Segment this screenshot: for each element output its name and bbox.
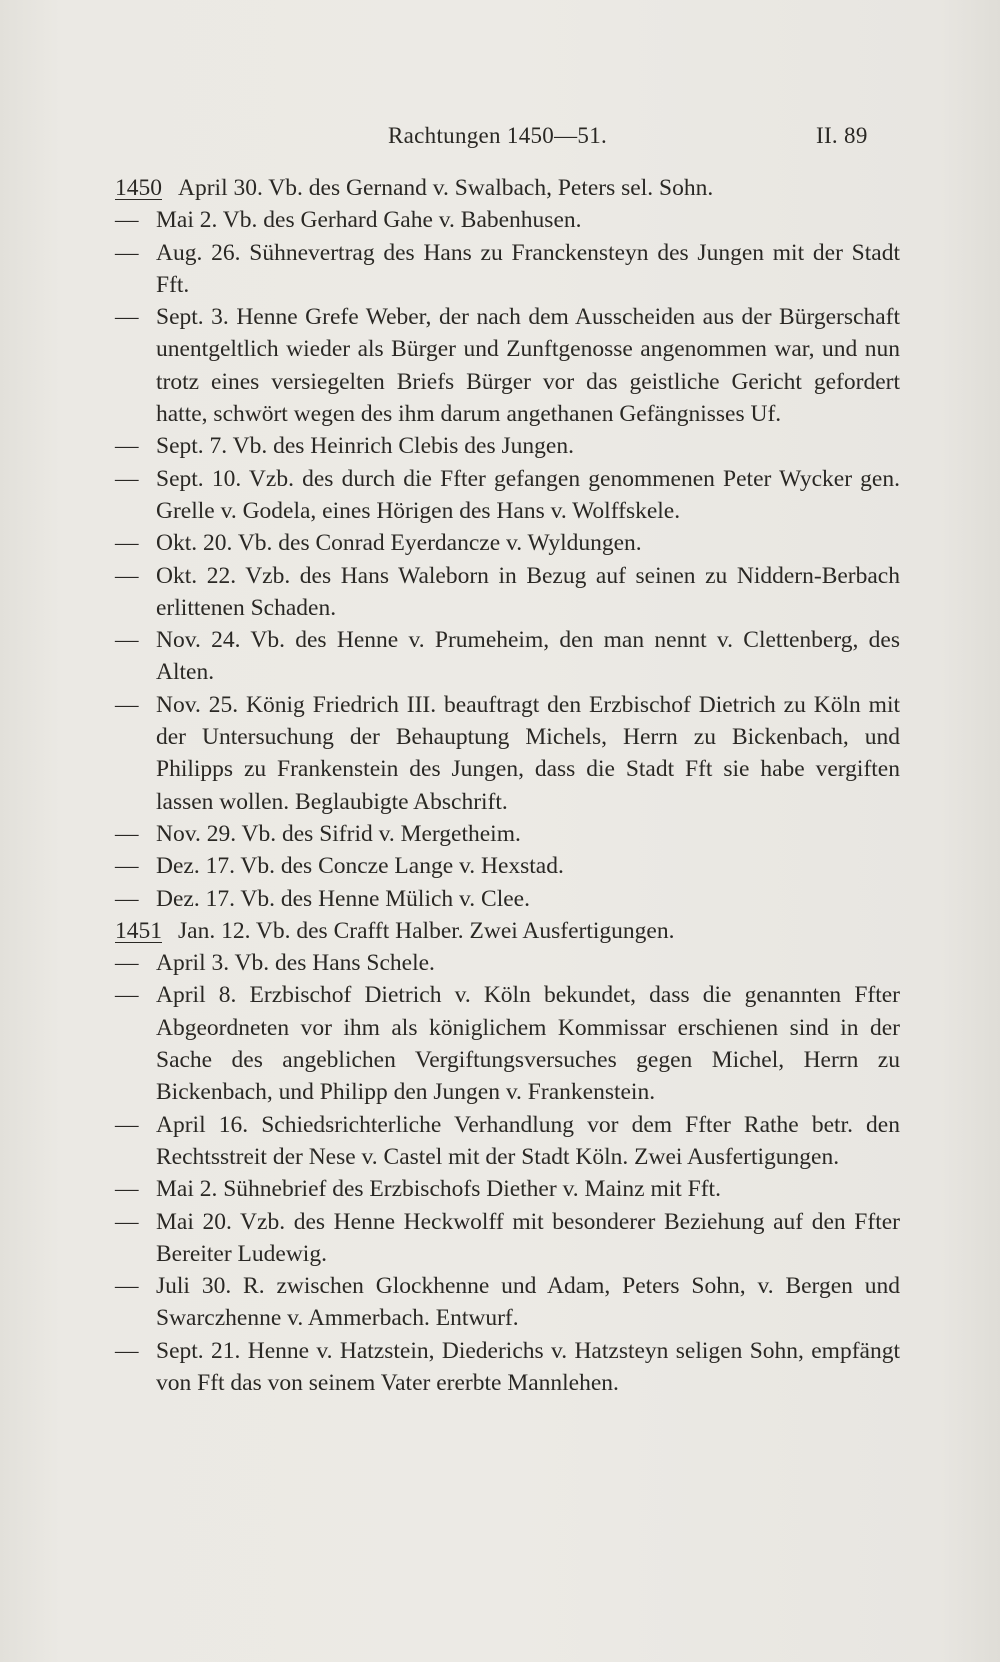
running-header [0, 123, 1000, 153]
entry-text: Mai 2. Vb. des Gerhard Gahe v. Babenhusen. [156, 207, 582, 234]
entry-text: Sept. 21. Henne v. Hatzstein, Diederichs v. Hatzsteyn seligen Sohn, empfängt von Fft das von seinem Vater ererbte Mannlehen. [156, 1337, 900, 1396]
entry-text: Jan. 12. Vb. des Crafft Halber. Zwei Ausfertigungen. [178, 917, 675, 944]
entry-item [115, 172, 900, 204]
entry-dash: — [115, 433, 139, 460]
entry-text: Nov. 29. Vb. des Sifrid v. Mergetheim. [156, 820, 521, 847]
entry-year: 1451 [115, 917, 162, 944]
entry-item [115, 624, 900, 689]
entry-item [115, 1173, 900, 1205]
entry-item [115, 850, 900, 882]
entry-item [115, 237, 900, 302]
entry-text: Nov. 25. König Friedrich III. beauftragt den Erzbischof Dietrich zu Köln mit der Untersuchung der Behauptung Michels, Herrn zu Bickenbach, und Philipps zu Frankenstein des Jungen, dass die Stadt Fft sie habe vergiften lassen wollen. Beglaubigte Abschrift. [156, 691, 900, 815]
entry-text: Juli 30. R. zwischen Glockhenne und Adam, Peters Sohn, v. Bergen und Swarczhenne v. Ammerbach. Entwurf. [156, 1273, 900, 1332]
entry-item [115, 883, 900, 915]
entry-item [115, 1109, 900, 1174]
entry-text: Dez. 17. Vb. des Henne Mülich v. Clee. [156, 885, 530, 912]
entry-text: Sept. 3. Henne Grefe Weber, der nach dem Ausscheiden aus der Bürgerschaft unentgeltlich wieder als Bürger und Zunftgenosse angenommen war, und nun trotz eines versiegelten Briefs Bürger vor das geistliche Gericht gefordert hatte, schwört wegen des ihm darum angethanen Gefängnisses Uf. [156, 304, 900, 428]
entry-list [115, 172, 900, 1399]
entry-item [115, 818, 900, 850]
entry-text: Sept. 10. Vzb. des durch die Ffter gefangen genommenen Peter Wycker gen. Grelle v. Godela, eines Hörigen des Hans v. Wolffskele. [156, 465, 900, 524]
entry-text: Sept. 7. Vb. des Heinrich Clebis des Jungen. [156, 433, 574, 460]
page-number: II. 89 [816, 123, 868, 148]
entry-text: April 16. Schiedsrichterliche Verhandlung vor dem Ffter Rathe betr. den Rechtsstreit der Nese v. Castel mit der Stadt Köln. Zwei Ausfertigungen. [156, 1111, 900, 1170]
entry-item [115, 430, 900, 462]
entry-item [115, 301, 900, 430]
entry-text: Nov. 24. Vb. des Henne v. Prumeheim, den man nennt v. Clettenberg, des Alten. [156, 627, 900, 686]
entry-item [115, 527, 900, 559]
entry-dash: — [115, 820, 139, 847]
entry-item [115, 947, 900, 979]
entry-dash: — [115, 982, 139, 1009]
entry-text: April 3. Vb. des Hans Schele. [156, 950, 435, 977]
entry-text: April 8. Erzbischof Dietrich v. Köln bekundet, dass die genannten Ffter Abgeordneten vor ihm als königlichem Kommissar erschienen sind in der Sache des angeblichen Vergiftungsversuches gegen Michel, Herrn zu Bickenbach, und Philipp den Jungen v. Frankenstein. [156, 982, 900, 1106]
entry-dash: — [115, 207, 139, 234]
entry-item [115, 1335, 900, 1400]
entry-dash: — [115, 1273, 139, 1300]
entry-item [115, 204, 900, 236]
entry-dash: — [115, 562, 139, 589]
entry-dash: — [115, 1208, 139, 1235]
entry-text: Okt. 22. Vzb. des Hans Waleborn in Bezug auf seinen zu Niddern-Berbach erlittenen Schaden. [156, 562, 900, 621]
entry-item [115, 560, 900, 625]
entry-dash: — [115, 530, 139, 557]
entry-dash: — [115, 885, 139, 912]
entry-dash: — [115, 465, 139, 492]
entry-item [115, 979, 900, 1108]
entry-item [115, 1270, 900, 1335]
entry-item [115, 463, 900, 528]
entry-text: Mai 20. Vzb. des Henne Heckwolff mit besonderer Beziehung auf den Ffter Bereiter Ludewig. [156, 1208, 900, 1267]
entry-dash: — [115, 853, 139, 880]
entry-dash: — [115, 691, 139, 718]
entry-year: 1450 [115, 175, 162, 201]
entry-dash: — [115, 627, 139, 654]
entry-text: Aug. 26. Sühnevertrag des Hans zu Franckensteyn des Jungen mit der Stadt Fft. [156, 239, 900, 298]
entry-text: April 30. Vb. des Gernand v. Swalbach, Peters sel. Sohn. [178, 175, 714, 201]
entry-item [115, 1206, 900, 1271]
entry-dash: — [115, 239, 139, 266]
entry-dash: — [115, 1337, 139, 1364]
entry-dash: — [115, 1176, 139, 1203]
entry-item [115, 915, 900, 947]
header-title: Rachtungen 1450—51. [388, 123, 608, 148]
entry-text: Mai 2. Sühnebrief des Erzbischofs Diether v. Mainz mit Fft. [156, 1176, 721, 1203]
entry-dash: — [115, 304, 139, 331]
entry-text: Okt. 20. Vb. des Conrad Eyerdancze v. Wyldungen. [156, 530, 642, 557]
entry-dash: — [115, 1111, 139, 1138]
entry-item [115, 689, 900, 818]
entry-dash: — [115, 950, 139, 977]
entry-text: Dez. 17. Vb. des Concze Lange v. Hexstad. [156, 853, 564, 880]
